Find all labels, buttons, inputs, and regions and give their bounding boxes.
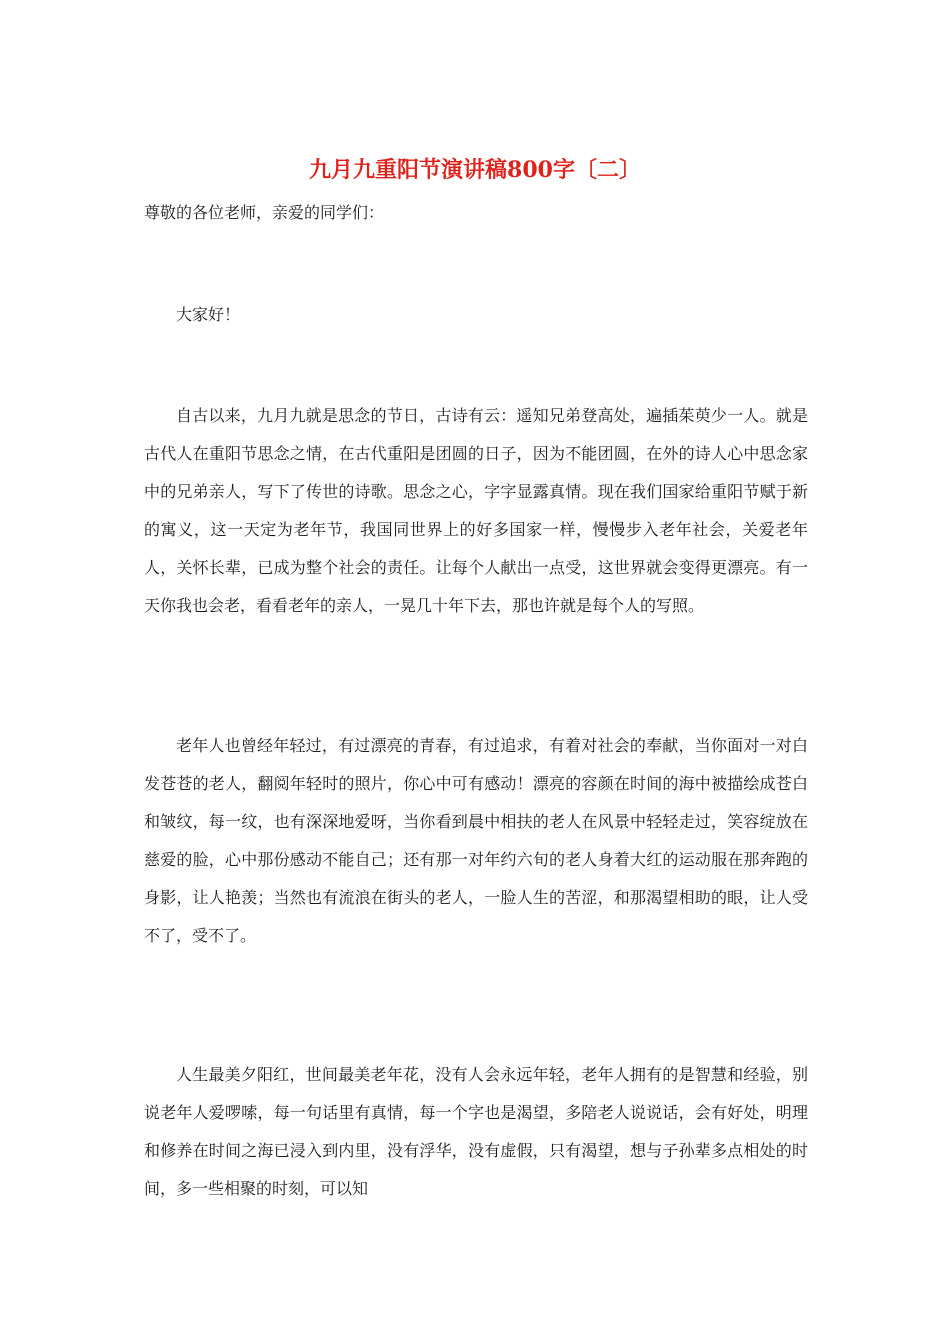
body-paragraph-1: 自古以来，九月九就是思念的节日，古诗有云：遥知兄弟登高处，遍插茱萸少一人。就是古代人在重阳节思念之情，在古代重阳是团圆的日子，因为不能团圆，在外的诗人心中思念家中的兄弟亲人，写下了传世的诗歌。思念之心，字字显露真情。现在我们国家给重阳节赋于新的寓义，这一天定为老年节，我国同世界上的好多国家一样，慢慢步入老年社会，关爱老年人，关怀长辈，已成为整个社会的责任。让每个人献出一点受，这世界就会变得更漂亮。有一天你我也会老，看看老年的亲人，一晃几十年下去，那也许就是每个人的写照。 [144,406,808,615]
body-paragraph-2: 老年人也曾经年轻过，有过漂亮的青春，有过追求，有着对社会的奉献，当你面对一对白发苍苍的老人，翻阅年轻时的照片，你心中可有感动！漂亮的容颜在时间的海中被描绘成苍白和皱纹，每一纹，也有深深地爱呀，当你看到晨中相扶的老人在风景中轻轻走过，笑容绽放在慈爱的脸，心中那份感动不能自己；还有那一对年约六旬的老人身着大红的运动服在那奔跑的身影，让人艳羡；当然也有流浪在街头的老人，一脸人生的苦涩，和那渴望相助的眼，让人受不了，受不了。 [144,736,808,945]
greeting-paragraph: 大家好！ [176,305,241,324]
body-paragraph-3: 人生最美夕阳红，世间最美老年花，没有人会永远年轻，老年人拥有的是智慧和经验，别说老年人爱啰嗦，每一句话里有真情，每一个字也是渴望，多陪老人说说话，会有好处，明理和修养在时间之海已浸入到内里，没有浮华，没有虚假，只有渴望，想与子孙辈多点相处的时间，多一些相聚的时刻，可以知 [144,1065,808,1198]
document-title: 九月九重阳节演讲稿800字〔二〕 [309,157,641,183]
salutation: 尊敬的各位老师，亲爱的同学们： [144,203,385,222]
